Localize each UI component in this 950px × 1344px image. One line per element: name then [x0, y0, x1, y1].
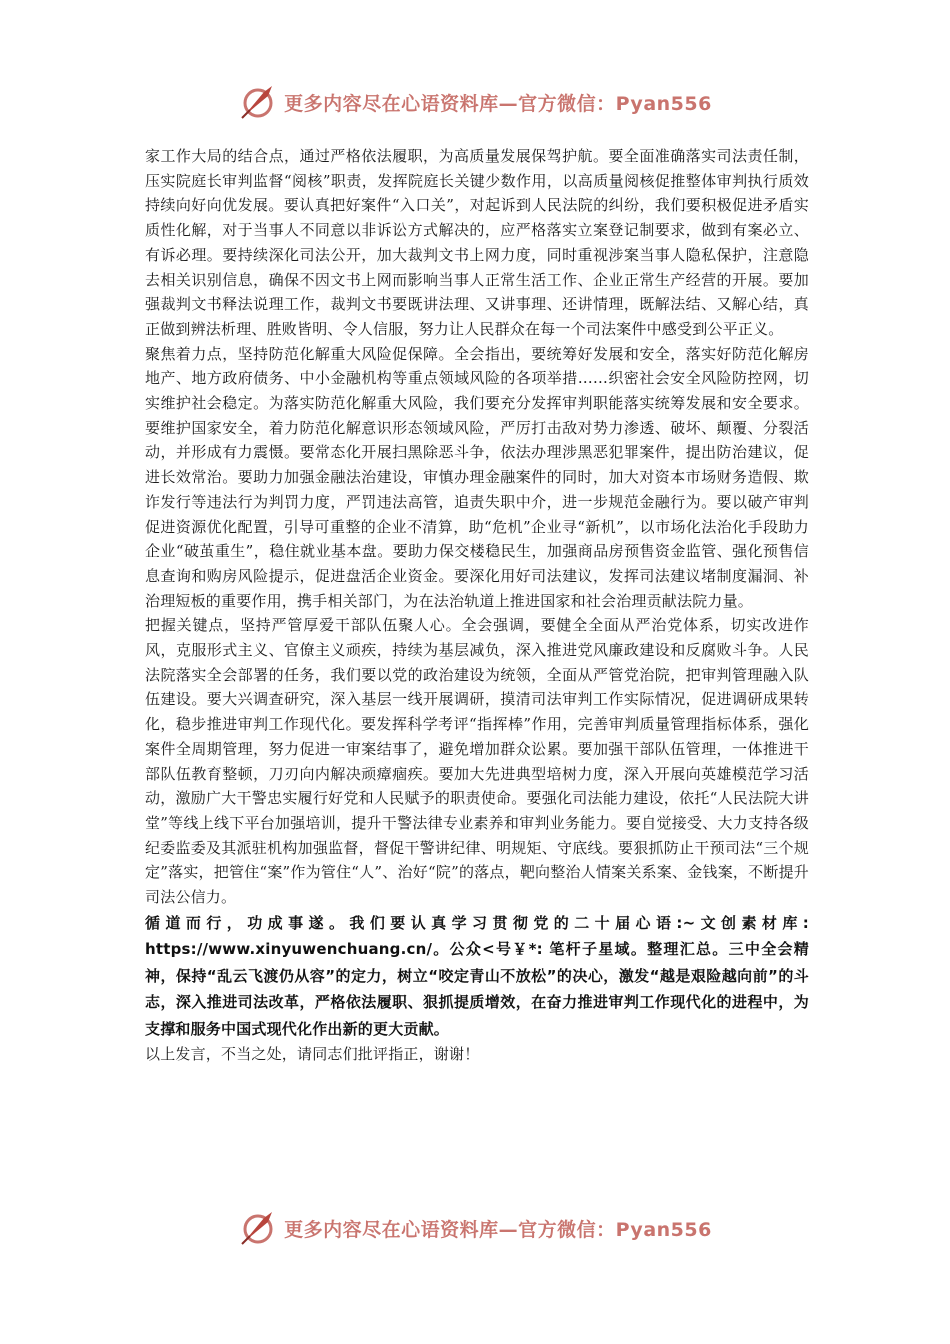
quill-pen-circle-icon: [238, 1208, 278, 1248]
document-body: [145, 144, 809, 1067]
footer-watermark: [0, 1206, 950, 1250]
quill-pen-circle-icon: [238, 82, 278, 122]
paragraph: 聚焦着力点，坚持防范化解重大风险促保障。全会指出，要统筹好发展和安全，落实好防范化解房地产、地方政府债务、中小金融机构等重点领域风险的各项举措……织密社会安全风险防控网，切实维护社会稳定。为落实防范化解重大风险，我们要充分发挥审判职能落实统筹发展和安全要求。要维护国家安全，着力防范化解意识形态领域风险，严厉打击敌对势力渗透、破坏、颠覆、分裂活动，并形成有力震慑。要常态化开展扫黑除恶斗争，依法办理涉黑恶犯罪案件，提出防治建议，促进长效常治。要助力加强金融法治建设，审慎办理金融案件的同时，加大对资本市场财务造假、欺诈发行等违法行为判罚力度，严罚违法高管，追责失职中介，进一步规范金融行为。要以破产审判促进资源优化配置，引导可重整的企业不清算，助“危机”企业寻“新机”，以市场化法治化手段助力企业“破茧重生”，稳住就业基本盘。要助力保交楼稳民生，加强商品房预售资金监管、强化预售信息查询和购房风险提示，促进盘活企业资金。要深化用好司法建议，发挥司法建议堵制度漏洞、补治理短板的重要作用，携手相关部门，为在法治轨道上推进国家和社会治理贡献法院力量。: [145, 344, 809, 610]
paragraph-bold: 循道而行，功成事遂。我们要认真学习贯彻党的二十届心语:~文创素材库: https://www.xinyuwenchuang.cn/。公众<号￥*: 笔杆子星域。整理汇总。三中全会精神，保持“乱云飞渡仍从容”的定力，树立“咬定青山不放松”的决心，激发“越是艰险越向前”的斗志，深入推进司法改革，严格依法履职、狠抓提质增效，在奋力推进审判工作现代化的进程中，为支撑和服务中国式现代化作出新的更大贡献。: [145, 913, 809, 1038]
header-watermark: [0, 80, 950, 124]
watermark-text: 更多内容尽在心语资料库—官方微信：Pyan556: [284, 1218, 712, 1241]
closing-line: 以上发言，不当之处，请同志们批评指正，谢谢！: [145, 1045, 480, 1064]
paragraph: 把握关键点，坚持严管厚爱干部队伍聚人心。全会强调，要健全全面从严治党体系，切实改进作风，克服形式主义、官僚主义顽疾，持续为基层减负，深入推进党风廉政建设和反腐败斗争。人民法院落实全会部署的任务，我们要以党的政治建设为统领，全面从严管党治院，把审判管理融入队伍建设。要大兴调查研究，深入基层一线开展调研，摸清司法审判工作实际情况，促进调研成果转化，稳步推进审判工作现代化。要发挥科学考评“指挥棒”作用，完善审判质量管理指标体系，强化案件全周期管理，努力促进一审案结事了，避免增加群众讼累。要加强干部队伍管理，一体推进干部队伍教育整顿，刀刃向内解决顽瘴痼疾。要加大先进典型培树力度，深入开展向英雄模范学习活动，激励广大干警忠实履行好党和人民赋予的职责使命。要强化司法能力建设，依托“人民法院大讲堂”等线上线下平台加强培训，提升干警法律专业素养和审判业务能力。要自觉接受、大力支持各级纪委监委及其派驻机构加强监督，督促干警讲纪律、明规矩、守底线。要狠抓防止干预司法“三个规定”落实，把管住“案”作为管住“人”、治好“院”的落点，靶向整治人情案关系案、金钱案，不断提升司法公信力。: [145, 616, 809, 907]
paragraph: 家工作大局的结合点，通过严格依法履职，为高质量发展保驾护航。要全面准确落实司法责任制，压实院庭长审判监督“阅核”职责，发挥院庭长关键少数作用，以高质量阅核促推整体审判执行质效持续向好向优发展。要认真把好案件“入口关”，对起诉到人民法院的纠纷，我们要积极促进矛盾实质性化解，对于当事人不同意以非诉讼方式解决的，应严格落实立案登记制要求，做到有案必立、有诉必理。要持续深化司法公开，加大裁判文书上网力度，同时重视涉案当事人隐私保护，注意隐去相关识别信息，确保不因文书上网而影响当事人正常生活工作、企业正常生产经营的开展。要加强裁判文书释法说理工作，裁判文书要既讲法理、又讲事理、还讲情理，既解法结、又解心结，真正做到辨法析理、胜败皆明、令人信服，努力让人民群众在每一个司法案件中感受到公平正义。: [145, 147, 809, 338]
watermark-text: 更多内容尽在心语资料库—官方微信：Pyan556: [284, 92, 712, 115]
